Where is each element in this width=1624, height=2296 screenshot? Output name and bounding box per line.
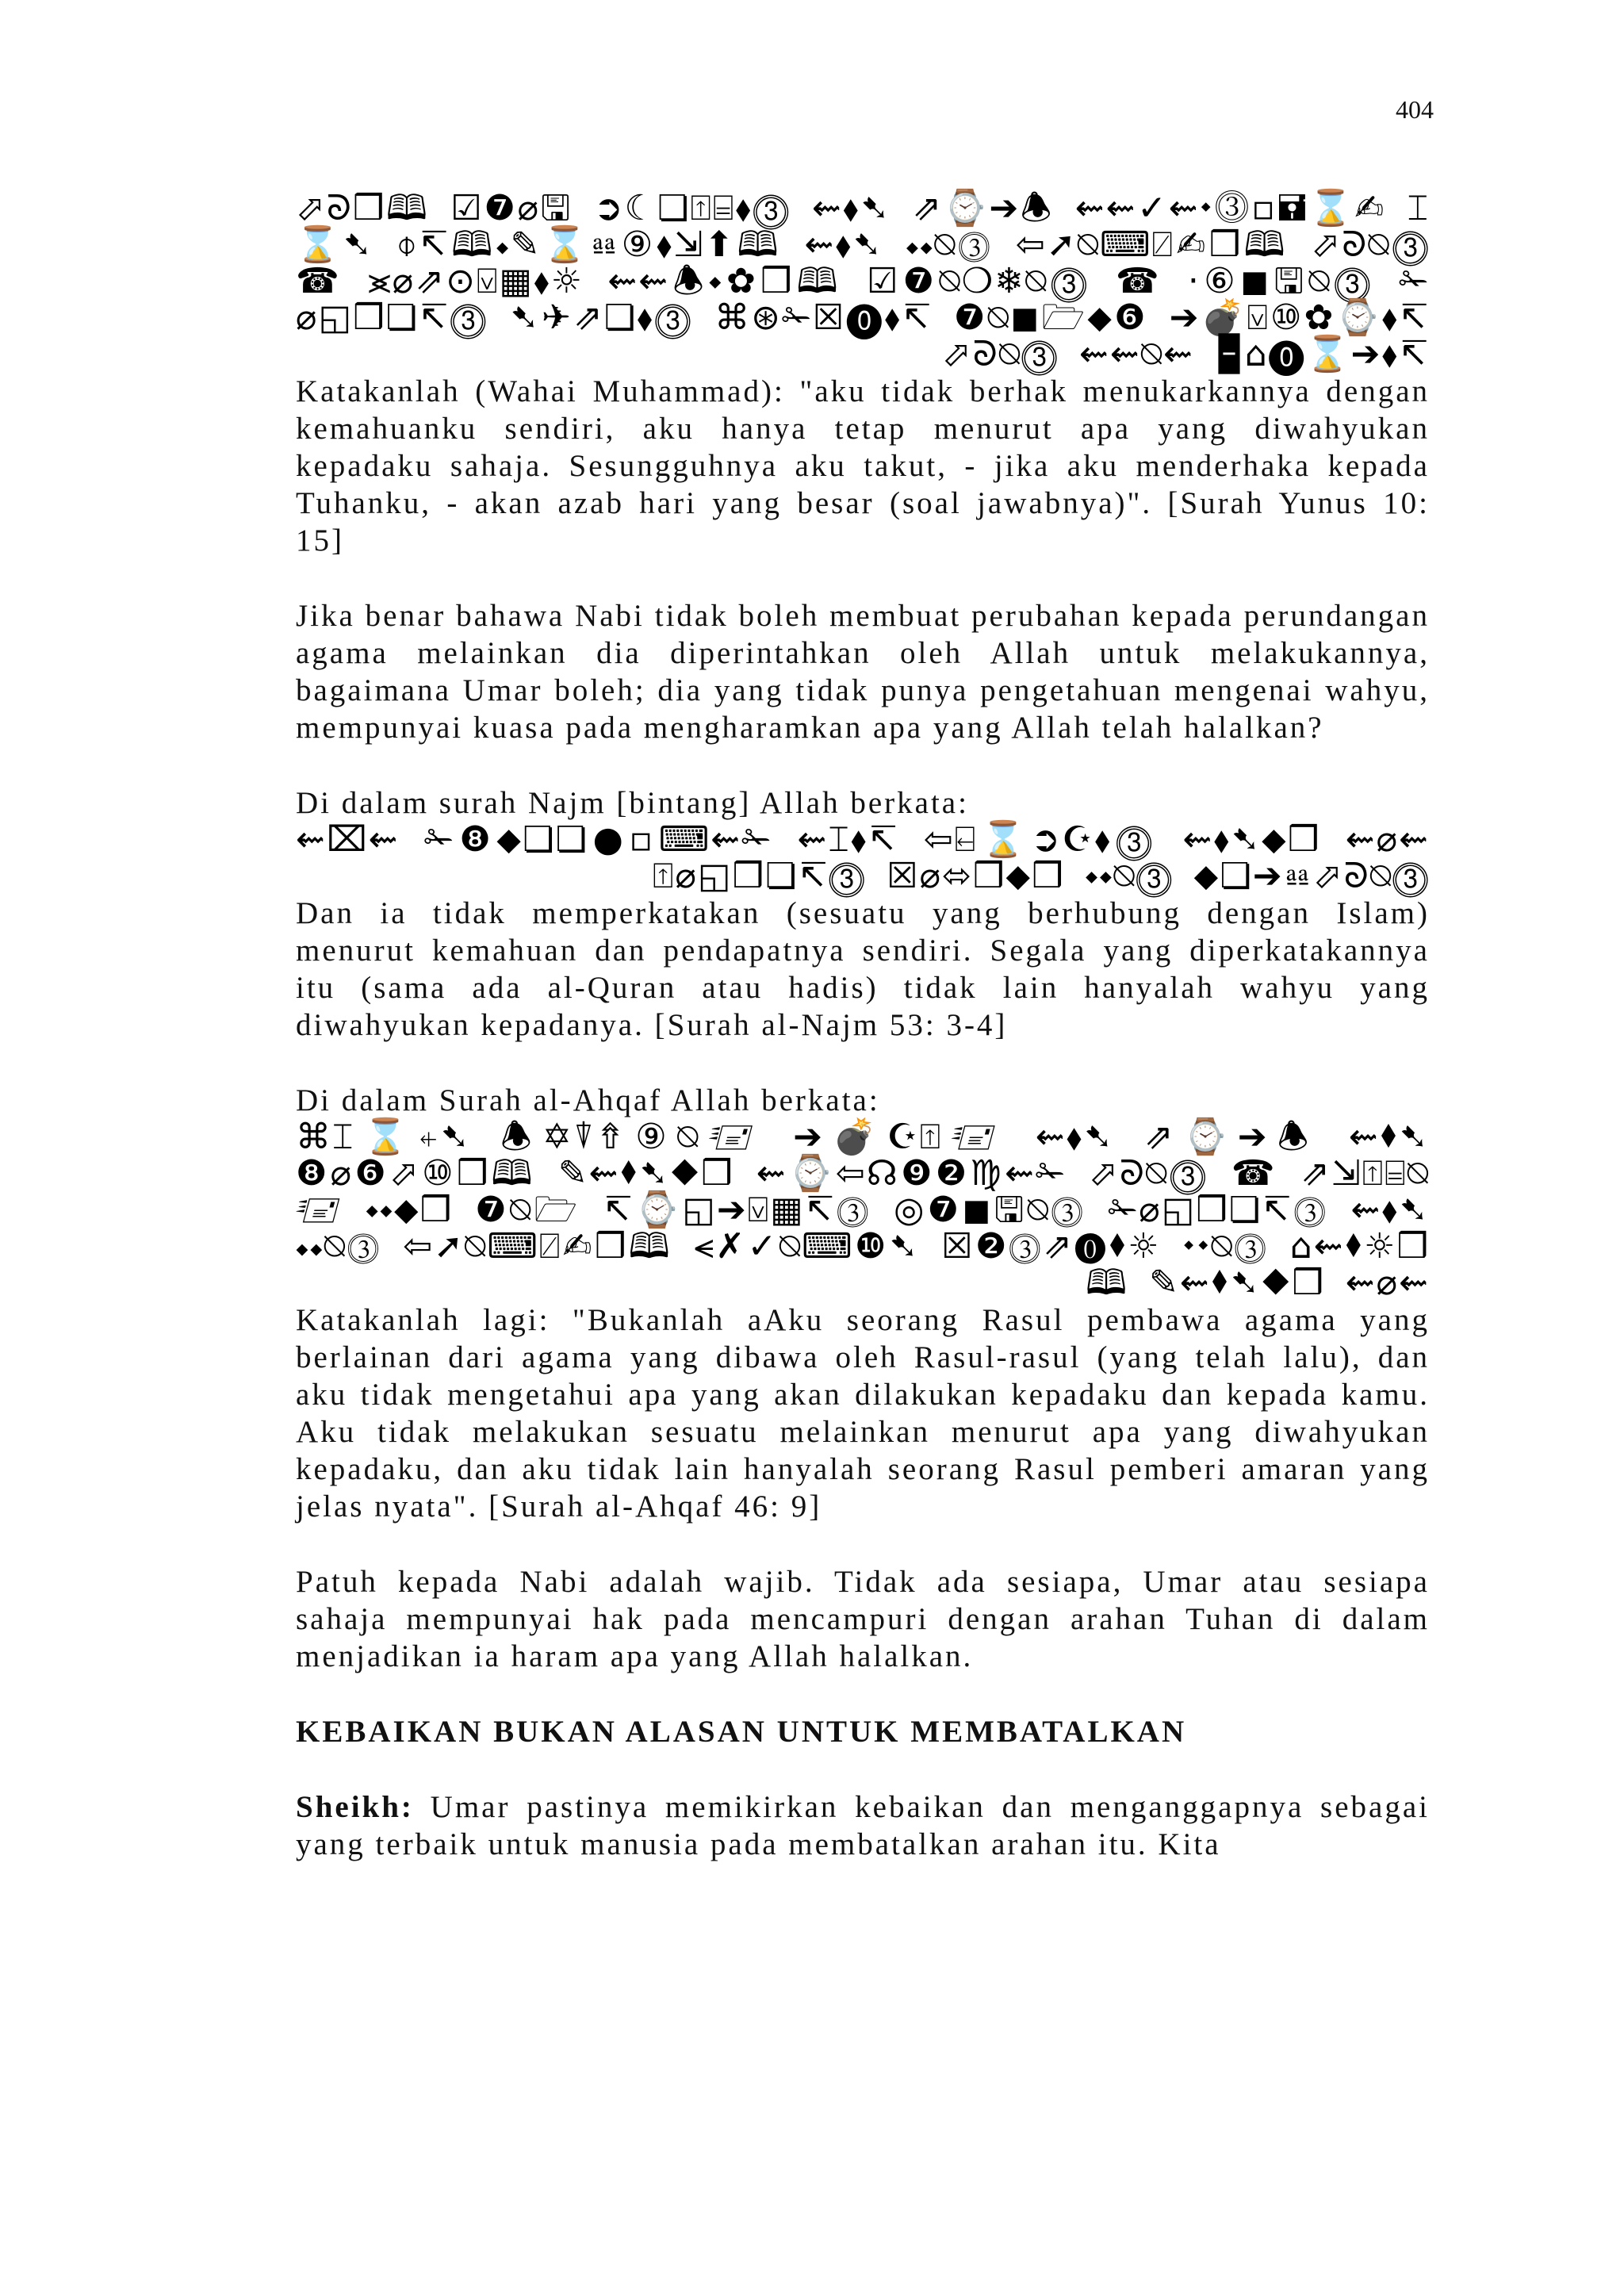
speaker-label: Sheikh: bbox=[296, 1790, 414, 1824]
page-content bbox=[296, 190, 1430, 1863]
arabic-verse-najm: ⇜⌧⇜ ✁❽⬥❏❏●▫⌨⇜✁ ⇜⌶⬧↸ ⇦⍇⌛➲☪⬧⓷ ⇜⬧➷⬥❒ ⇜⌀⇜ ⍐⌀◱❒❏↸⓷ ☒⌀⬄❒⬥❒ ⬩⬩⍉⓷ ⬥❏➔⎂⬀ᘐ⍉⓷ bbox=[296, 819, 1430, 896]
section-heading: KEBAIKAN BUKAN ALASAN UNTUK MEMBATALKAN bbox=[296, 1715, 1187, 1749]
page-number: 404 bbox=[1396, 95, 1434, 124]
paragraph-nabi-umar: Jika benar bahawa Nabi tidak boleh membuat perubahan kepada perundangan agama melainkan dia diperintahkan oleh Allah untuk melakukannya, bagaimana Umar boleh; dia yang tidak punya pengetahuan mengenai wahyu, mempunyai kuasa pada mengharamkan apa yang Allah telah halalkan? bbox=[296, 599, 1430, 745]
translation-yunus: Katakanlah (Wahai Muhammad): "aku tidak berhak menukarkannya dengan kemahuanku sendiri, aku hanya tetap menurut apa yang diwahyukan kepadaku sahaja. Sesungguhnya aku takut, - jika aku menderhaka kepada Tuhanku, - akan azab hari yang besar (soal jawabnya)". [Surah Yunus 10: 15] bbox=[296, 374, 1430, 558]
intro-ahqaf: Di dalam Surah al-Ahqaf Allah berkata: bbox=[296, 1083, 880, 1117]
arabic-verse-ahqaf: ⌘⌶⌛⍅➷ 🕭✡⍒⇮⑨⍉🖅 ➔💣☪⍐🖅 ⇜⬧➷ ⇗⌚➔🕭 ⇜⬧➷ ❽⌀❻⬀⑩❒🕮 ✎⇜⬧➷⬥❒ ⇜⌚⇦☊❾❷♍⇜✁ ⬀ᘐ⍉⓷ ☎ ⇗⇲⍐⌸⍉🖅 ⬩⬩⬥❒ ❼⍉🗁 ↸⌚◱➔⍌▦↸⓷ ◎❼◼🖫⍉⓷ ✁⌀◱❒❏↸⓷ ⇜⬧➷ ⬩⬩⍉⓷ ⇦➚⍉⌨⍁✍❒🕮 ⪪✗✓⍉⌨❿➷ ☒❷⓷⇗⓿⬧☼ ⬩⬩⍉⓷ ⌂⇜⬧☼❒🕮 ✎⇜⬧➷⬥❒ ⇜⌀⇜ bbox=[296, 1117, 1430, 1303]
paragraph-sheikh bbox=[296, 1788, 1430, 1863]
translation-ahqaf: Katakanlah lagi: "Bukanlah aAku seorang Rasul pembawa agama yang berlainan dari agama yang dibawa oleh Rasul-rasul (yang telah lalu), dan aku tidak mengetahui apa yang akan dilakukan kepadaku dan kepada kamu. Aku tidak melakukan sesuatu melainkan menurut apa yang diwahyukan kepadaku, dan aku tidak lain hanyalah seorang Rasul pemberi amaran yang jelas nyata". [Surah al-Ahqaf 46: 9] bbox=[296, 1303, 1430, 1524]
translation-najm: Dan ia tidak memperkatakan (sesuatu yang berhubung dengan Islam) menurut kemahuan dan pendapatnya sendiri. Segala yang diperkatakannya itu (sama ada al-Quran atau hadis) tidak lain hanyalah wahyu yang diwahyukan kepadanya. [Surah al-Najm 53: 3-4] bbox=[296, 896, 1430, 1042]
arabic-verse-yunus: ⬀ᘐ❒🕮 ☑❼⌀🖫 ➲☾❏⍐⌸⬧⓷ ⇜⬧➷ ⇗⌚➔🕭 ⇜⇜✓⇜⬩⓷▫🖬⌛✍ ⌶⌛➷ ⌽↸🕮⬩✎⌛⎂⑨⬧⇲⬆🕮 ⇜⬧➷ ⬩⬩⍉⓷ ⇦➚⍉⌨⍁✍❒🕮 ⬀ᘐ⍉⓷ ☎ ⪤⌀⇗⊙⍌▦⬧☼ ⇜⇜🕭⬩✿❒🕮 ☑❼⍉❍❄⍉⓷ ☎ ⋅⑥◼🖫⍉⓷ ✁⌀◱❒❏↸⓷ ➷✈⇗❏⬧⓷ ⌘⊛✁☒⓿⬧↸ ❼⍉◼🗁⬥❻ ➔💣⍌⑩✿⌚⬧↸ ⬀ᘐ⍉⓷ ⇜⇜⍉⇜ 🁢⌂⓿⌛➔⬧↸ bbox=[296, 188, 1430, 374]
intro-najm: Di dalam surah Najm [bintang] Allah berkata: bbox=[296, 786, 969, 820]
paragraph-patuh: Patuh kepada Nabi adalah wajib. Tidak ada sesiapa, Umar atau sesiapa sahaja mempunyai hak pada mencampuri dengan arahan Tuhan di dalam menjadikan ia haram apa yang Allah halalkan. bbox=[296, 1565, 1430, 1673]
sheikh-text: Umar pastinya memikirkan kebaikan dan menganggapnya sebagai yang terbaik untuk manusia pada membatalkan arahan itu. Kita bbox=[296, 1790, 1430, 1861]
